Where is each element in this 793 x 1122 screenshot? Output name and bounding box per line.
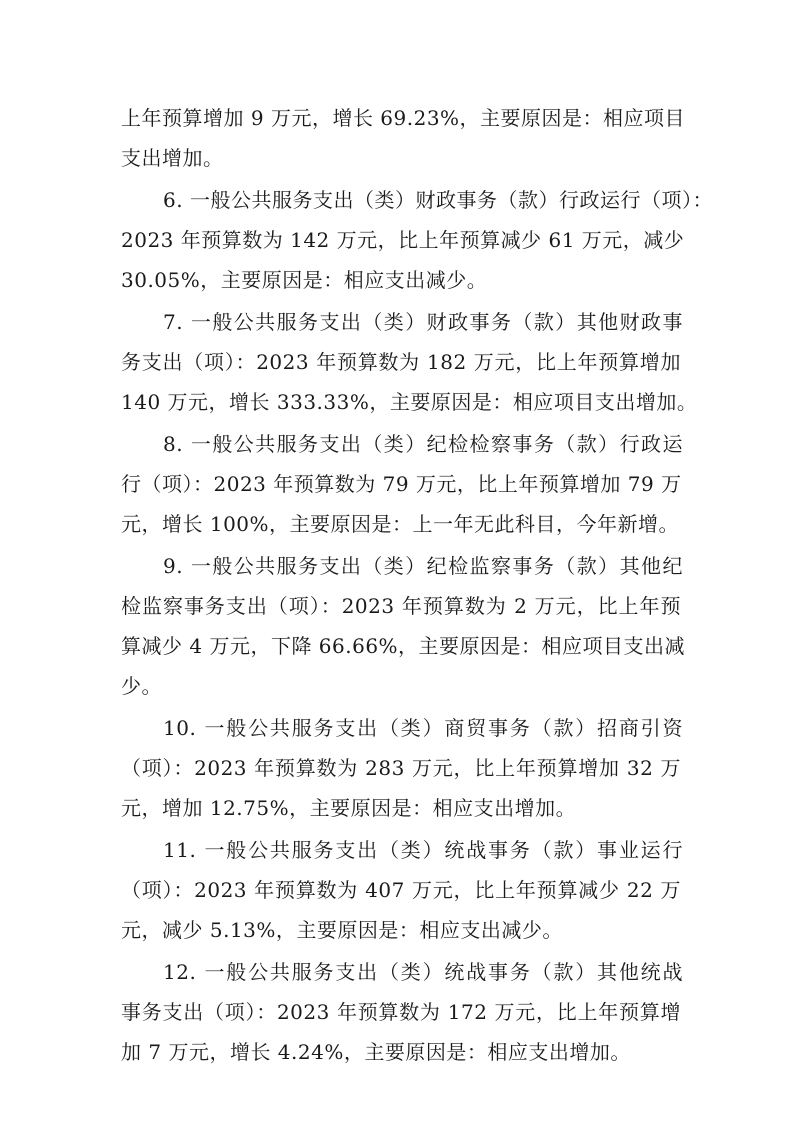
paragraph-6-line-1: 6. 一般公共服务支出（类）财政事务（款）行政运行（项）： [163,188,713,212]
paragraph-10-line-3: 元，增加 12.75%，主要原因是：相应支出增加。 [121,796,577,820]
paragraph-12-line-2: 事务支出（项）：2023 年预算数为 172 万元，比上年预算增 [121,1000,681,1024]
paragraph-8-line-1: 8. 一般公共服务支出（类）纪检检察事务（款）行政运 [163,432,683,456]
paragraph-5-line-2: 支出增加。 [121,146,224,170]
paragraph-12-line-3: 加 7 万元，增长 4.24%，主要原因是：相应支出增加。 [121,1040,631,1064]
paragraph-8-line-2: 行（项）：2023 年预算数为 79 万元，比上年预算增加 79 万 [121,472,682,496]
paragraph-7-line-1: 7. 一般公共服务支出（类）财政事务（款）其他财政事 [163,310,683,334]
paragraph-11-line-2: （项）：2023 年预算数为 407 万元，比上年预算减少 22 万 [121,878,681,902]
paragraph-9-line-2: 检监察事务支出（项）：2023 年预算数为 2 万元，比上年预 [121,594,681,618]
paragraph-9-line-1: 9. 一般公共服务支出（类）纪检监察事务（款）其他纪 [163,554,683,578]
paragraph-9-line-4: 少。 [121,674,162,698]
paragraph-9-line-3: 算减少 4 万元，下降 66.66%，主要原因是：相应项目支出减 [121,634,686,658]
paragraph-5-line-1: 上年预算增加 9 万元，增长 69.23%，主要原因是：相应项目 [121,106,686,130]
paragraph-8-line-3: 元，增长 100%，主要原因是：上一年无此科目，今年新增。 [121,512,680,536]
paragraph-10-line-1: 10. 一般公共服务支出（类）商贸事务（款）招商引资 [163,716,683,740]
paragraph-12-line-1: 12. 一般公共服务支出（类）统战事务（款）其他统战 [163,960,683,984]
paragraph-11-line-1: 11. 一般公共服务支出（类）统战事务（款）事业运行 [163,838,683,862]
paragraph-10-line-2: （项）：2023 年预算数为 283 万元，比上年预算增加 32 万 [121,756,681,780]
paragraph-6-line-3: 30.05%，主要原因是：相应支出减少。 [121,268,488,292]
paragraph-7-line-3: 140 万元，增长 333.33%，主要原因是：相应项目支出增加。 [121,390,698,414]
paragraph-7-line-2: 务支出（项）：2023 年预算数为 182 万元，比上年预算增加 [121,350,681,374]
paragraph-11-line-3: 元，减少 5.13%，主要原因是：相应支出减少。 [121,918,563,942]
paragraph-6-line-2: 2023 年预算数为 142 万元，比上年预算减少 61 万元，减少 [121,228,685,252]
